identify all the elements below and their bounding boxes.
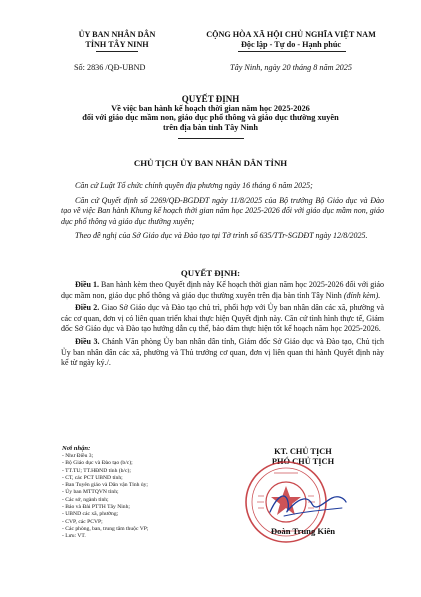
recipient-item: - CVP, các PCVP;: [62, 518, 103, 525]
signature-title-line-1: KT. CHỦ TỊCH: [274, 447, 332, 456]
preamble-proposal: Theo đề nghị của Sở Giáo dục và Đào tạo tại Tờ trình số 635/TTr-SGDĐT ngày 12/8/2025.: [75, 231, 368, 241]
recipients-heading: Nơi nhận:: [62, 445, 91, 452]
article-3-label: Điều 3.: [75, 336, 100, 346]
recipient-item: - Bộ Giáo dục và Đào tạo (b/c);: [62, 460, 133, 467]
recipient-item: - Ban Tuyên giáo và Dân vận Tỉnh ủy;: [62, 482, 148, 489]
issuing-authority: CHỦ TỊCH ỦY BAN NHÂN DÂN TỈNH: [133, 158, 288, 168]
preamble: [61, 181, 384, 242]
place-date: Tây Ninh, ngày 20 tháng 8 năm 2025: [230, 63, 352, 72]
signer-name: Đoàn Trung Kiên: [270, 526, 336, 536]
agency-block: [58, 30, 176, 49]
country-block: [188, 30, 394, 49]
recipient-item: - UBND các xã, phường;: [62, 511, 119, 518]
article-1-label: Điều 1.: [75, 280, 100, 289]
recipient-item: - CT, các PCT UBND tỉnh;: [62, 474, 123, 481]
article-3-text: Chánh Văn phòng Ủy ban nhân dân tỉnh, Giám đốc Sở Giáo dục và Đào tạo, Chủ tịch Ủy ban nhân dân các xã, phường và Thủ trưởng cơ quan, đơn vị liên quan thi hành Quyết định này kể từ ngày ký./.: [61, 336, 385, 368]
recipient-item: - Báo và Đài PTTH Tây Ninh;: [62, 504, 130, 511]
doc-title: QUYẾT ĐỊNH: [181, 94, 240, 104]
recipients-list: [62, 445, 212, 541]
article-1-text: Ban hành kèm theo Quyết định này Kế hoạch thời gian năm học 2025-2026 đối với giáo dục mầm non, giáo dục phổ thông và giáo dục thường xuyên trên địa bàn tỉnh Tây Ninh: [61, 280, 385, 300]
recipient-item: - Các sở, ngành tỉnh;: [62, 496, 109, 503]
subject-line-1: Về việc ban hành kế hoạch thời gian năm học 2025-2026: [111, 104, 310, 113]
article-1-note: (đính kèm).: [343, 290, 381, 300]
doc-number: Số: 2836 /QĐ-UBND: [74, 63, 146, 72]
recipient-item: - Các phòng, ban, trung tâm thuộc VP;: [62, 525, 149, 532]
handwritten-signature-icon: [262, 488, 352, 522]
subject-line-3: trên địa bàn tỉnh Tây Ninh: [162, 122, 259, 132]
motto-underline: [238, 51, 346, 52]
article-2-label: Điều 2.: [75, 303, 100, 313]
doc-subject: [40, 104, 381, 132]
preamble-law: Căn cứ Luật Tổ chức chính quyền địa phương ngày 16 tháng 6 năm 2025;: [75, 181, 313, 190]
article-3: [61, 337, 384, 369]
agency-underline: [96, 51, 138, 52]
article-2-text: Giao Sở Giáo dục và Đào tạo chủ trì, phối hợp với Ủy ban nhân dân các xã, phường và các cơ quan, đơn vị có liên quan triển khai thực hiện Quyết định này. Căn cứ tình hình thực tế, Giám đốc Sở Giáo dục và Đào tạo hướng dẫn cụ thể, bảo đảm thực hiện tốt kế hoạch năm học 2025-2026.: [61, 303, 384, 334]
articles: [61, 280, 384, 369]
article-1: [61, 280, 384, 301]
signature-title-line-2: PHÓ CHỦ TỊCH: [271, 457, 335, 466]
decision-heading: QUYẾT ĐỊNH:: [180, 268, 241, 278]
preamble-ministry-decision: Căn cứ Quyết định số 2269/QĐ-BGDĐT ngày 11/8/2025 của Bộ trưởng Bộ Giáo dục và Đào tạo về việc Ban hành Khung kế hoạch thời gian năm học 2025-2026 đối với giáo dục mầm non, giáo dục phổ thông và giáo dục thường xuyên;: [61, 195, 384, 226]
subject-line-2: đối với giáo dục mầm non, giáo dục phổ thông và giáo dục thường xuyên: [82, 113, 339, 123]
recipient-item: - Lưu: VT.: [62, 533, 86, 540]
article-2: [61, 303, 384, 335]
agency-line-1: ỦY BAN NHÂN DÂN: [78, 30, 156, 39]
recipient-item: - Ủy ban MTTQVN tỉnh;: [62, 489, 119, 496]
subject-underline: [178, 138, 244, 139]
recipient-item: - TT.TU; TT.HĐND tỉnh (b/c);: [62, 467, 131, 474]
country-line-1: CỘNG HÒA XÃ HỘI CHỦ NGHĨA VIỆT NAM: [206, 30, 376, 39]
country-motto: Độc lập - Tự do - Hạnh phúc: [240, 39, 342, 49]
agency-line-2: TỈNH TÂY NINH: [85, 39, 149, 49]
recipient-item: - Như Điều 3;: [62, 453, 94, 459]
